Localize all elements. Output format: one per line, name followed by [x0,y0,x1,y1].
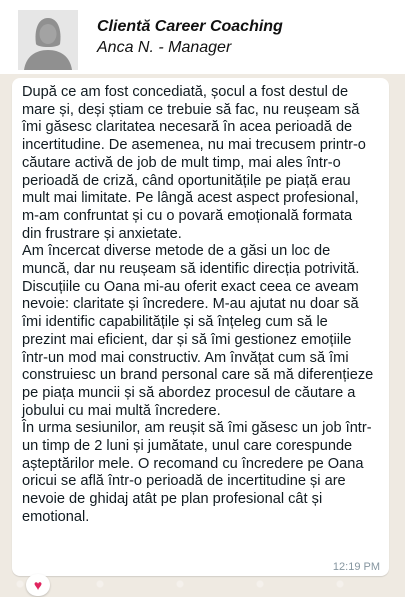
header [0,0,405,74]
avatar[interactable] [18,10,78,70]
client-title: Clientă Career Coaching [97,18,283,35]
message-paragraph: În urma sesiunilor, am reușit să îmi găsesc un job într-un timp de 2 luni și jumătate, unul care corespunde așteptărilor mele. O recomand cu încredere pe Oana oricui se află într-o perioadă de incertitudine și are nevoie de ghidaj atât pe plan profesional cât și emotional. [22,420,372,525]
message-paragraph: După ce am fost concediată, șocul a fost destul de mare și, deși știam ce trebuie să fac, nu reușeam să îmi găsesc claritatea necesară în acea perioadă de incertitudine. De asemenea, nu mai trecusem printr-o căutare activă de job de mult timp, mai ales într-o perioadă de criză, când oportunitățile pe piață erau mult mai limitate. Pe lângă acest aspect profesional, m-am confruntat și cu o povară emoțională formata din frustrare și anxietate. [22,84,366,242]
person-silhouette-icon [18,10,78,70]
message-timestamp: 12:19 PM [332,561,380,573]
heart-icon: ♥ [33,577,43,593]
heart-reaction[interactable] [26,574,50,596]
client-name: Anca N. - Manager [97,39,232,56]
message-text [22,84,374,527]
message-paragraph: Am încercat diverse metode de a găsi un loc de muncă, dar nu reușeam să identific direcția potrivită. Discuțiile cu Oana mi-au oferit exact ceea ce aveam nevoie: claritate și încredere. M-au ajutat nu doar să îmi identific capabilitățile și să înțeleg cum să le prezint mai eficient, dar și să îmi gestionez emoțiile într-un mod mai constructiv. Am învățat cum să îmi construiesc un brand personal care să mă diferențieze pe piața muncii și să abordez procesul de căutare a jobului cu mai multă încredere. [22,243,374,419]
